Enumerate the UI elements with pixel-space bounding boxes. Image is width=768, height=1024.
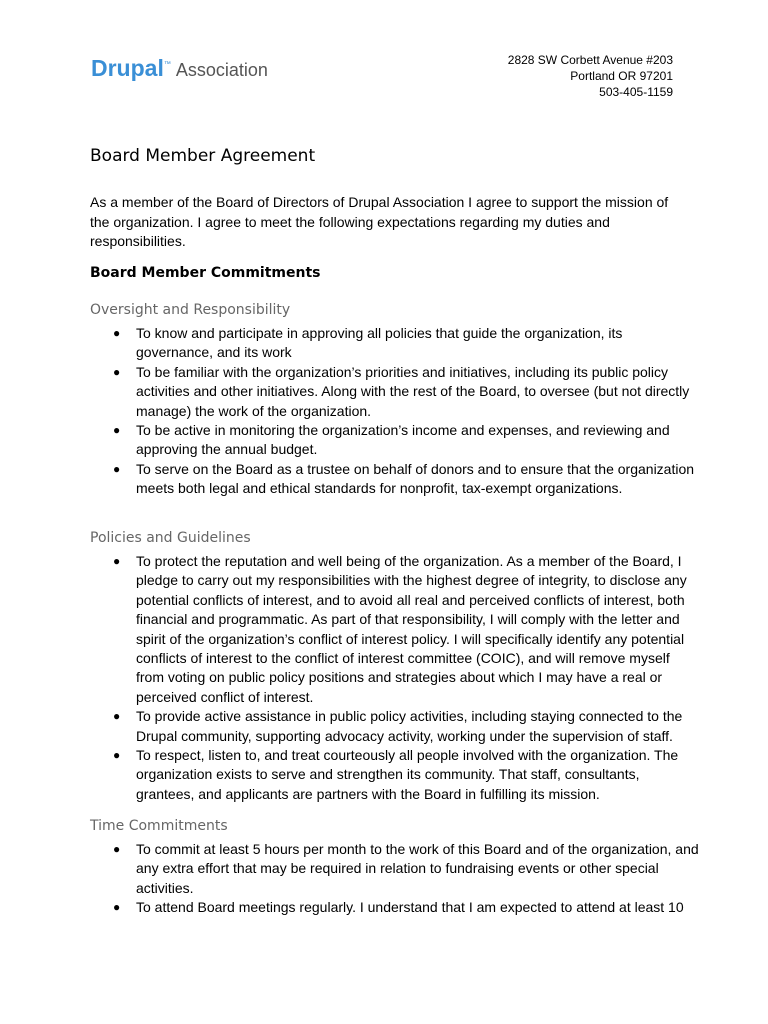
intro-paragraph: As a member of the Board of Directors of Drupal Association I agree to support the mission of the organization. I agree to meet the following expectations regarding my duties and responsibilities. [90,194,669,249]
list-item [90,746,700,804]
subheading-oversight: Oversight and Responsibility [90,302,291,318]
list-oversight [90,324,700,499]
logo-association-text: Association [175,60,268,80]
list-item [90,552,700,707]
list-item [90,707,700,746]
subheading-policies: Policies and Guidelines [90,530,251,546]
list-item-text: To protect the reputation and well being of the organization. As a member of the Board, I pledge to carry out my responsibilities with the highest degree of integrity, to disclose any potential conflicts of interest, and to avoid all real and perceived conflicts of interest, both financial and programmatic. As part of that responsibility, I will comply with the letter and spirit of the organization’s conflict of interest policy. I will specifically identify any potential conflicts of interest to the conflict of interest committee (COIC), and will remove myself from voting on public policy positions and strategies about which I may have a real or perceived conflict of interest. [136,553,687,705]
list-item-text: To commit at least 5 hours per month to the work of this Board and of the organization, and any extra effort that may be required in relation to fundraising events or other special activities. [136,841,699,896]
address-city: Portland OR 97201 [570,69,673,83]
list-item-text: To be active in monitoring the organization’s income and expenses, and reviewing and approving the annual budget. [136,422,670,458]
list-item [90,363,700,421]
bullet-icon: ● [113,326,121,340]
logo-trademark: ™ [163,61,171,68]
address-block [508,52,673,100]
bullet-icon: ● [113,461,121,476]
list-item-text: To respect, listen to, and treat courteously all people involved with the organization. The organization exists to serve and strengthen its community. That staff, consultants, grantees, and applicants are partners with the Board in fulfilling its mission. [136,747,679,802]
list-item-text: To provide active assistance in public policy activities, including staying connected to the Drupal community, supporting advocacy activity, working under the supervision of staff. [136,708,683,744]
list-item-text: To serve on the Board as a trustee on behalf of donors and to ensure that the organization meets both legal and ethical standards for nonprofit, tax-exempt organizations. [136,460,695,497]
logo-wordmark: Drupal [91,55,164,81]
bullet-icon: ● [113,748,121,763]
bullet-icon: ● [113,709,121,724]
list-policies [90,552,700,804]
list-item-text: To attend Board meetings regularly. I understand that I am expected to attend at least 10 [136,899,684,916]
bullet-icon: ● [113,423,121,438]
section-heading: Board Member Commitments [90,265,321,281]
bullet-icon: ● [113,842,121,856]
bullet-icon: ● [113,364,121,379]
bullet-icon: ● [113,900,121,915]
drupal-association-logo [91,55,268,82]
list-item [90,460,700,499]
address-phone: 503-405-1159 [599,85,673,99]
list-item-text: To be familiar with the organization’s priorities and initiatives, including its public policy activities and other initiatives. Along with the rest of the Board, to oversee (but not directly manage) the work of the organization. [136,363,690,419]
list-item-text: To know and participate in approving all policies that guide the organization, its governance, and its work [136,325,623,361]
page-title: Board Member Agreement [90,146,316,166]
address-street: 2828 SW Corbett Avenue #203 [507,53,673,67]
list-time [90,840,700,918]
subheading-time: Time Commitments [90,818,228,834]
bullet-icon: ● [113,554,121,568]
list-item [90,898,700,917]
list-item [90,324,700,363]
list-item [90,840,700,898]
list-item [90,421,700,460]
